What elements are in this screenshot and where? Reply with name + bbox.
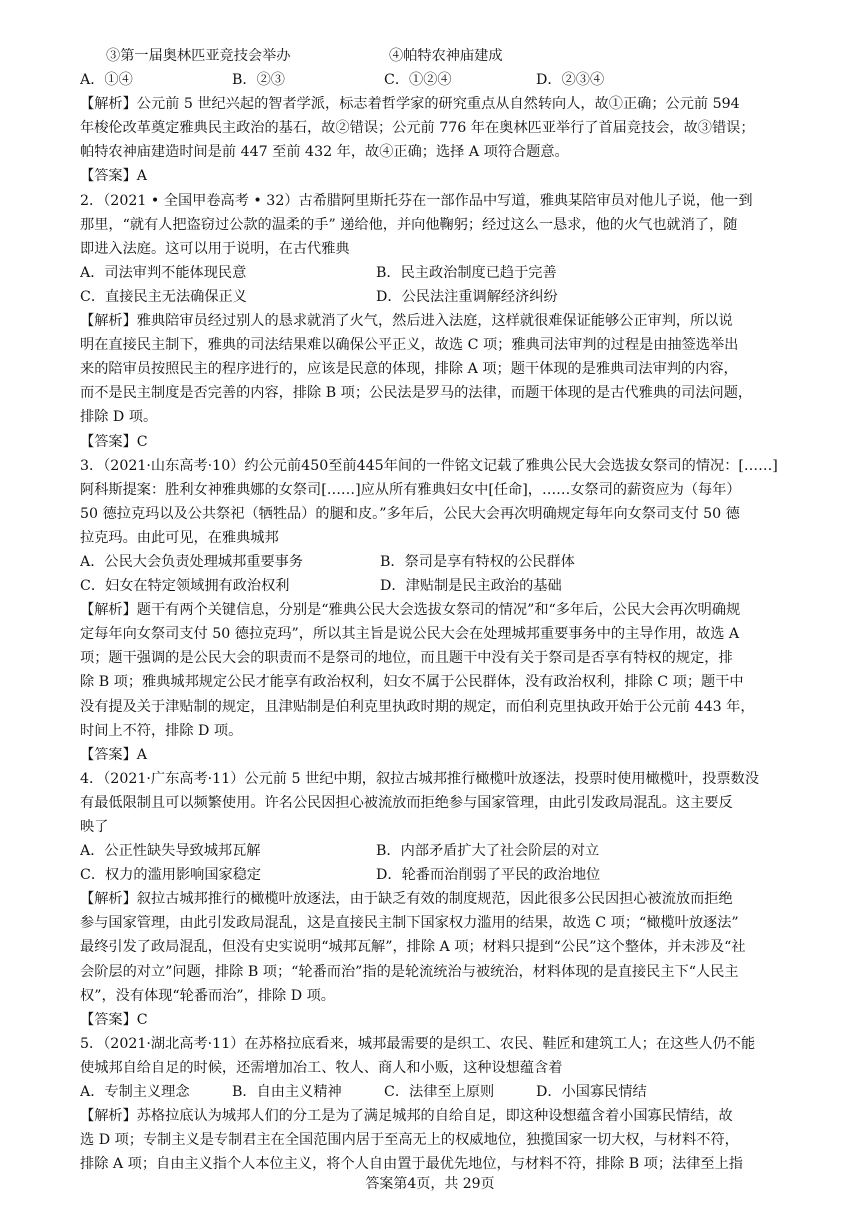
q2-stem-line: 即进入法庭。这可以用于说明，在古代雅典 [80,240,350,257]
q3-choices-row [80,550,802,574]
q3-analysis-line: 时间上不符，排除 D 项。 [80,722,243,739]
q3-choice-d: D．津贴制是民主政治的基础 [380,578,562,595]
q3-choice-a: A．公民大会负责处理城邦重要事务 [80,553,304,570]
q2-stem-line: 2．（2021 • 全国甲卷高考 • 32）古希腊阿里斯托芬在一部作品中写道，雅典某陪审员对他儿子说，他一到 [80,192,753,209]
q2-choice-c: C．直接民主无法确保正义 [80,288,247,305]
q2-analysis-line: 来的陪审员按照民主的程序进行的，应该是民意的体现，排除 A 项；题干体现的是雅典司法审判的内容， [80,361,738,378]
q3-choices-row [80,574,802,598]
q4-analysis-line: 最终引发了政局混乱，但没有史实说明“城邦瓦解”，排除 A 项；材料只提到“公民”这个整体，并未涉及“社 [80,939,746,956]
q2-stem-line: 那里，“就有人把盗窃过公款的温柔的手” 递给他，并向他鞠躬；经过这么一恳求，他的火气也就消了，随 [80,216,738,233]
q1-choices [80,68,802,92]
q5-choice-d: D．小国寡民情结 [536,1084,647,1101]
q5-choice-c: C．法律至上原则 [384,1084,495,1101]
q1-choice-d: D．②③④ [536,72,605,89]
q1-analysis-line: 帕特农神庙建造时间是前 447 至前 432 年，故④正确；选择 A 项符合题意。 [80,144,569,161]
q1-top-options [80,44,802,68]
q3-analysis-line: 没有提及关于津贴制的规定，且津贴制是伯利克里执政时期的规定，而伯利克里执政开始于公元前 443 年， [80,698,755,715]
q3-analysis-line: 项；题干强调的是公民大会的职责而不是祭司的地位，而且题干中没有关于祭司是否享有特权的规定，排 [80,650,733,667]
q5-analysis-line: 选 D 项；专制主义是专制君主在全国范围内居于至高无上的权威地位，独揽国家一切大权，与材料不符， [80,1132,739,1149]
q3-analysis-line: 除 B 项；雅典城邦规定公民才能享有政治权利，妇女不属于公民群体，没有政治权利，排除 C 项；题干中 [80,674,744,691]
q2-choice-b: B．民主政治制度已趋于完善 [376,264,557,281]
option-4: ④帕特农神庙建成 [389,48,503,64]
q4-stem-line: 有最低限制且可以频繁使用。许名公民因担心被流放而拒绝参与国家管理，由此引发政局混乱。这主要反 [80,794,733,811]
q5-analysis-line: 【解析】苏格拉底认为城邦人们的分工是为了满足城邦的自给自足，即这种设想蕴含着小国寡民情结，故 [80,1108,733,1125]
q4-analysis-line: 会阶层的对立”问题，排除 B 项；“轮番而治”指的是轮流统治与被统治，材料体现的是直接民主下“人民主 [80,963,739,980]
q2-analysis-line: 【解析】雅典陪审员经过别人的恳求就消了火气，然后进入法庭，这样就很难保证能够公正审判，所以说 [80,313,733,330]
q1-choice-a: A．①④ [80,72,133,89]
q3-analysis-line: 定每年向女祭司支付 50 德拉克玛”，所以其主旨是说公民大会在处理城邦重要事务中的主导作用，故选 A [80,626,740,643]
q3-stem-line: 3．（2021·山东高考·10）约公元前450至前445年间的一件铭文记载了雅典公民大会选拔女祭司的情况：[……] [80,457,778,474]
q4-choices-row [80,839,802,863]
q4-choice-d: D．轮番而治削弱了平民的政治地位 [376,867,601,884]
q4-analysis-line: 【解析】叙拉古城邦推行的橄榄叶放逐法，由于缺乏有效的制度规范，因此很多公民因担心被流放而拒绝 [80,891,733,908]
q2-answer: 【答案】C [80,433,148,450]
q3-stem-line: 50 德拉克玛以及公共祭祀（牺牲品）的腿和皮。”多年后，公民大会再次明确规定每年向女祭司支付 50 德 [80,505,740,522]
q3-choice-b: B．祭司是享有特权的公民群体 [380,553,575,570]
page-footer: 答案第4页，共 29页 [365,1176,495,1192]
q1-choice-c: C．①②④ [384,72,452,89]
q3-answer: 【答案】A [80,746,147,763]
q1-choice-b: B．②③ [232,72,285,89]
q4-stem-line: 4．（2021·广东高考·11）公元前 5 世纪中期，叙拉古城邦推行橄榄叶放逐法，投票时使用橄榄叶，投票数没 [80,770,760,787]
q4-choices-row [80,863,802,887]
q1-answer: 【答案】A [80,168,147,185]
q5-choice-a: A．专制主义理念 [80,1084,190,1101]
q2-choice-d: D．公民法注重调解经济纠纷 [376,288,558,305]
q2-analysis-line: 而不是民主制度是否完善的内容，排除 B 项；公民法是罗马的法律，而题干体现的是古代雅典的司法问题， [80,385,753,402]
q4-analysis-line: 参与国家管理，由此引发政局混乱，这是直接民主制下国家权力滥用的结果，故选 C 项；“橄榄叶放逐法” [80,915,739,932]
q2-choice-a: A．司法审判不能体现民意 [80,264,247,281]
q4-answer: 【答案】C [80,1011,148,1028]
q4-choice-a: A．公正性缺失导致城邦瓦解 [80,843,261,860]
option-3: ③第一届奥林匹亚竞技会举办 [106,48,291,64]
q4-choice-c: C．权力的滥用影响国家稳定 [80,867,262,884]
q2-analysis-line: 排除 D 项。 [80,409,158,426]
q2-choices-row [80,285,802,309]
q1-analysis-line: 年梭伦改革奠定雅典民主政治的基石，故②错误；公元前 776 年在奥林匹亚举行了首届竞技会，故③错误； [80,120,755,137]
q4-analysis-line: 权”，没有体现“轮番而治”，排除 D 项。 [80,987,335,1004]
q3-stem-line: 拉克玛。由此可见，在雅典城邦 [80,529,279,546]
q5-stem-line: 使城邦自给自足的时候，还需增加冶工、牧人、商人和小贩，这种设想蕴含着 [80,1059,563,1076]
q5-stem-line: 5．（2021·湖北高考·11）在苏格拉底看来，城邦最需要的是织工、农民、鞋匠和建筑工人；在这些人仍不能 [80,1035,756,1052]
q3-stem-line: 阿科斯提案：胜利女神雅典娜的女祭司[……]应从所有雅典妇女中[任命]，……女祭司的薪资应为（每年） [80,481,741,498]
q5-choices [80,1080,802,1104]
q5-choice-b: B．自由主义精神 [232,1084,342,1101]
q2-choices-row [80,261,802,285]
q2-analysis-line: 明在直接民主制下，雅典的司法结果难以确保公平正义，故选 C 项；雅典司法审判的过程是由抽签选举出 [80,337,739,354]
q3-choice-c: C．妇女在特定领域拥有政治权利 [80,578,290,595]
q4-stem-line: 映了 [80,819,109,835]
q4-choice-b: B．内部矛盾扩大了社会阶层的对立 [376,843,600,860]
q3-analysis-line: 【解析】题干有两个关键信息，分别是“雅典公民大会选拔女祭司的情况”和“多年后，公民大会再次明确规 [80,602,741,619]
q1-analysis-line: 【解析】公元前 5 世纪兴起的智者学派，标志着哲学家的研究重点从自然转向人，故①正确；公元前 594 [80,96,740,113]
q5-analysis-line: 排除 A 项；自由主义指个人本位主义，将个人自由置于最优先地位，与材料不符，排除 B 项；法律至上指 [80,1156,743,1173]
